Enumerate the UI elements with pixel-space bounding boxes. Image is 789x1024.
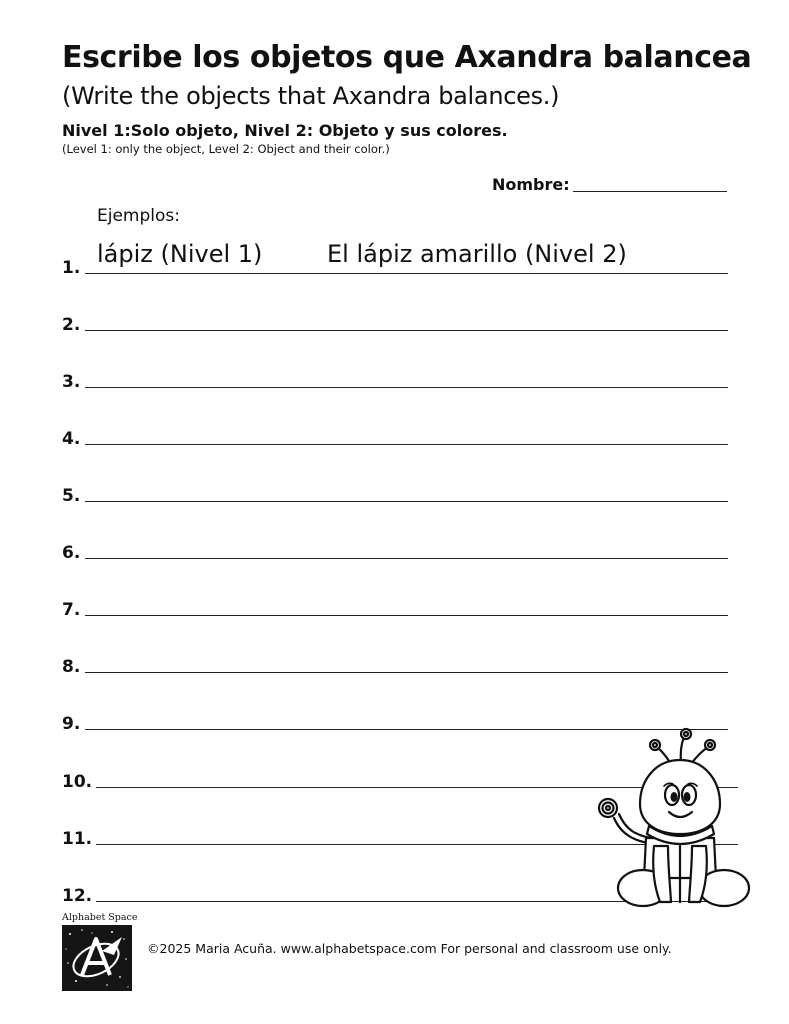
brand-name: Alphabet Space — [62, 912, 138, 923]
answer-line[interactable] — [85, 387, 728, 388]
answer-row-2 — [62, 307, 728, 335]
answer-line[interactable] — [85, 273, 728, 274]
example-level-1: lápiz (Nivel 1) — [97, 240, 263, 268]
level-instructions-spanish: Nivel 1:Solo objeto, Nivel 2: Objeto y sus colores. — [62, 121, 508, 140]
answer-line[interactable] — [85, 558, 728, 559]
answer-row-7 — [62, 592, 728, 620]
row-number: 3. — [62, 372, 81, 392]
answer-line[interactable] — [85, 672, 728, 673]
name-label: Nombre: — [492, 175, 570, 194]
examples-label: Ejemplos: — [97, 206, 180, 226]
row-number: 5. — [62, 486, 81, 506]
row-number: 10. — [62, 772, 93, 792]
answer-row-1 — [62, 250, 728, 278]
row-number: 1. — [62, 258, 81, 278]
row-number: 4. — [62, 429, 81, 449]
alien-character-illustration — [594, 726, 754, 911]
answer-row-4 — [62, 421, 728, 449]
copyright-notice: ©2025 Maria Acuña. www.alphabetspace.com For personal and classroom use only. — [147, 941, 672, 956]
page-title: Escribe los objetos que Axandra balancea — [62, 40, 752, 75]
alphabet-space-logo — [62, 925, 132, 991]
row-number: 11. — [62, 829, 93, 849]
name-field[interactable] — [573, 191, 727, 192]
row-number: 7. — [62, 600, 81, 620]
example-level-2: El lápiz amarillo (Nivel 2) — [327, 240, 627, 268]
row-number: 9. — [62, 714, 81, 734]
answer-row-3 — [62, 364, 728, 392]
answer-row-5 — [62, 478, 728, 506]
level-instructions-english: (Level 1: only the object, Level 2: Object and their color.) — [62, 142, 390, 156]
row-number: 8. — [62, 657, 81, 677]
answer-row-8 — [62, 649, 728, 677]
answer-line[interactable] — [85, 444, 728, 445]
answer-row-6 — [62, 535, 728, 563]
row-number: 6. — [62, 543, 81, 563]
answer-line[interactable] — [85, 330, 728, 331]
row-number: 12. — [62, 886, 93, 906]
answer-line[interactable] — [85, 615, 728, 616]
page-subtitle: (Write the objects that Axandra balances.) — [62, 82, 560, 110]
row-number: 2. — [62, 315, 81, 335]
answer-line[interactable] — [85, 501, 728, 502]
